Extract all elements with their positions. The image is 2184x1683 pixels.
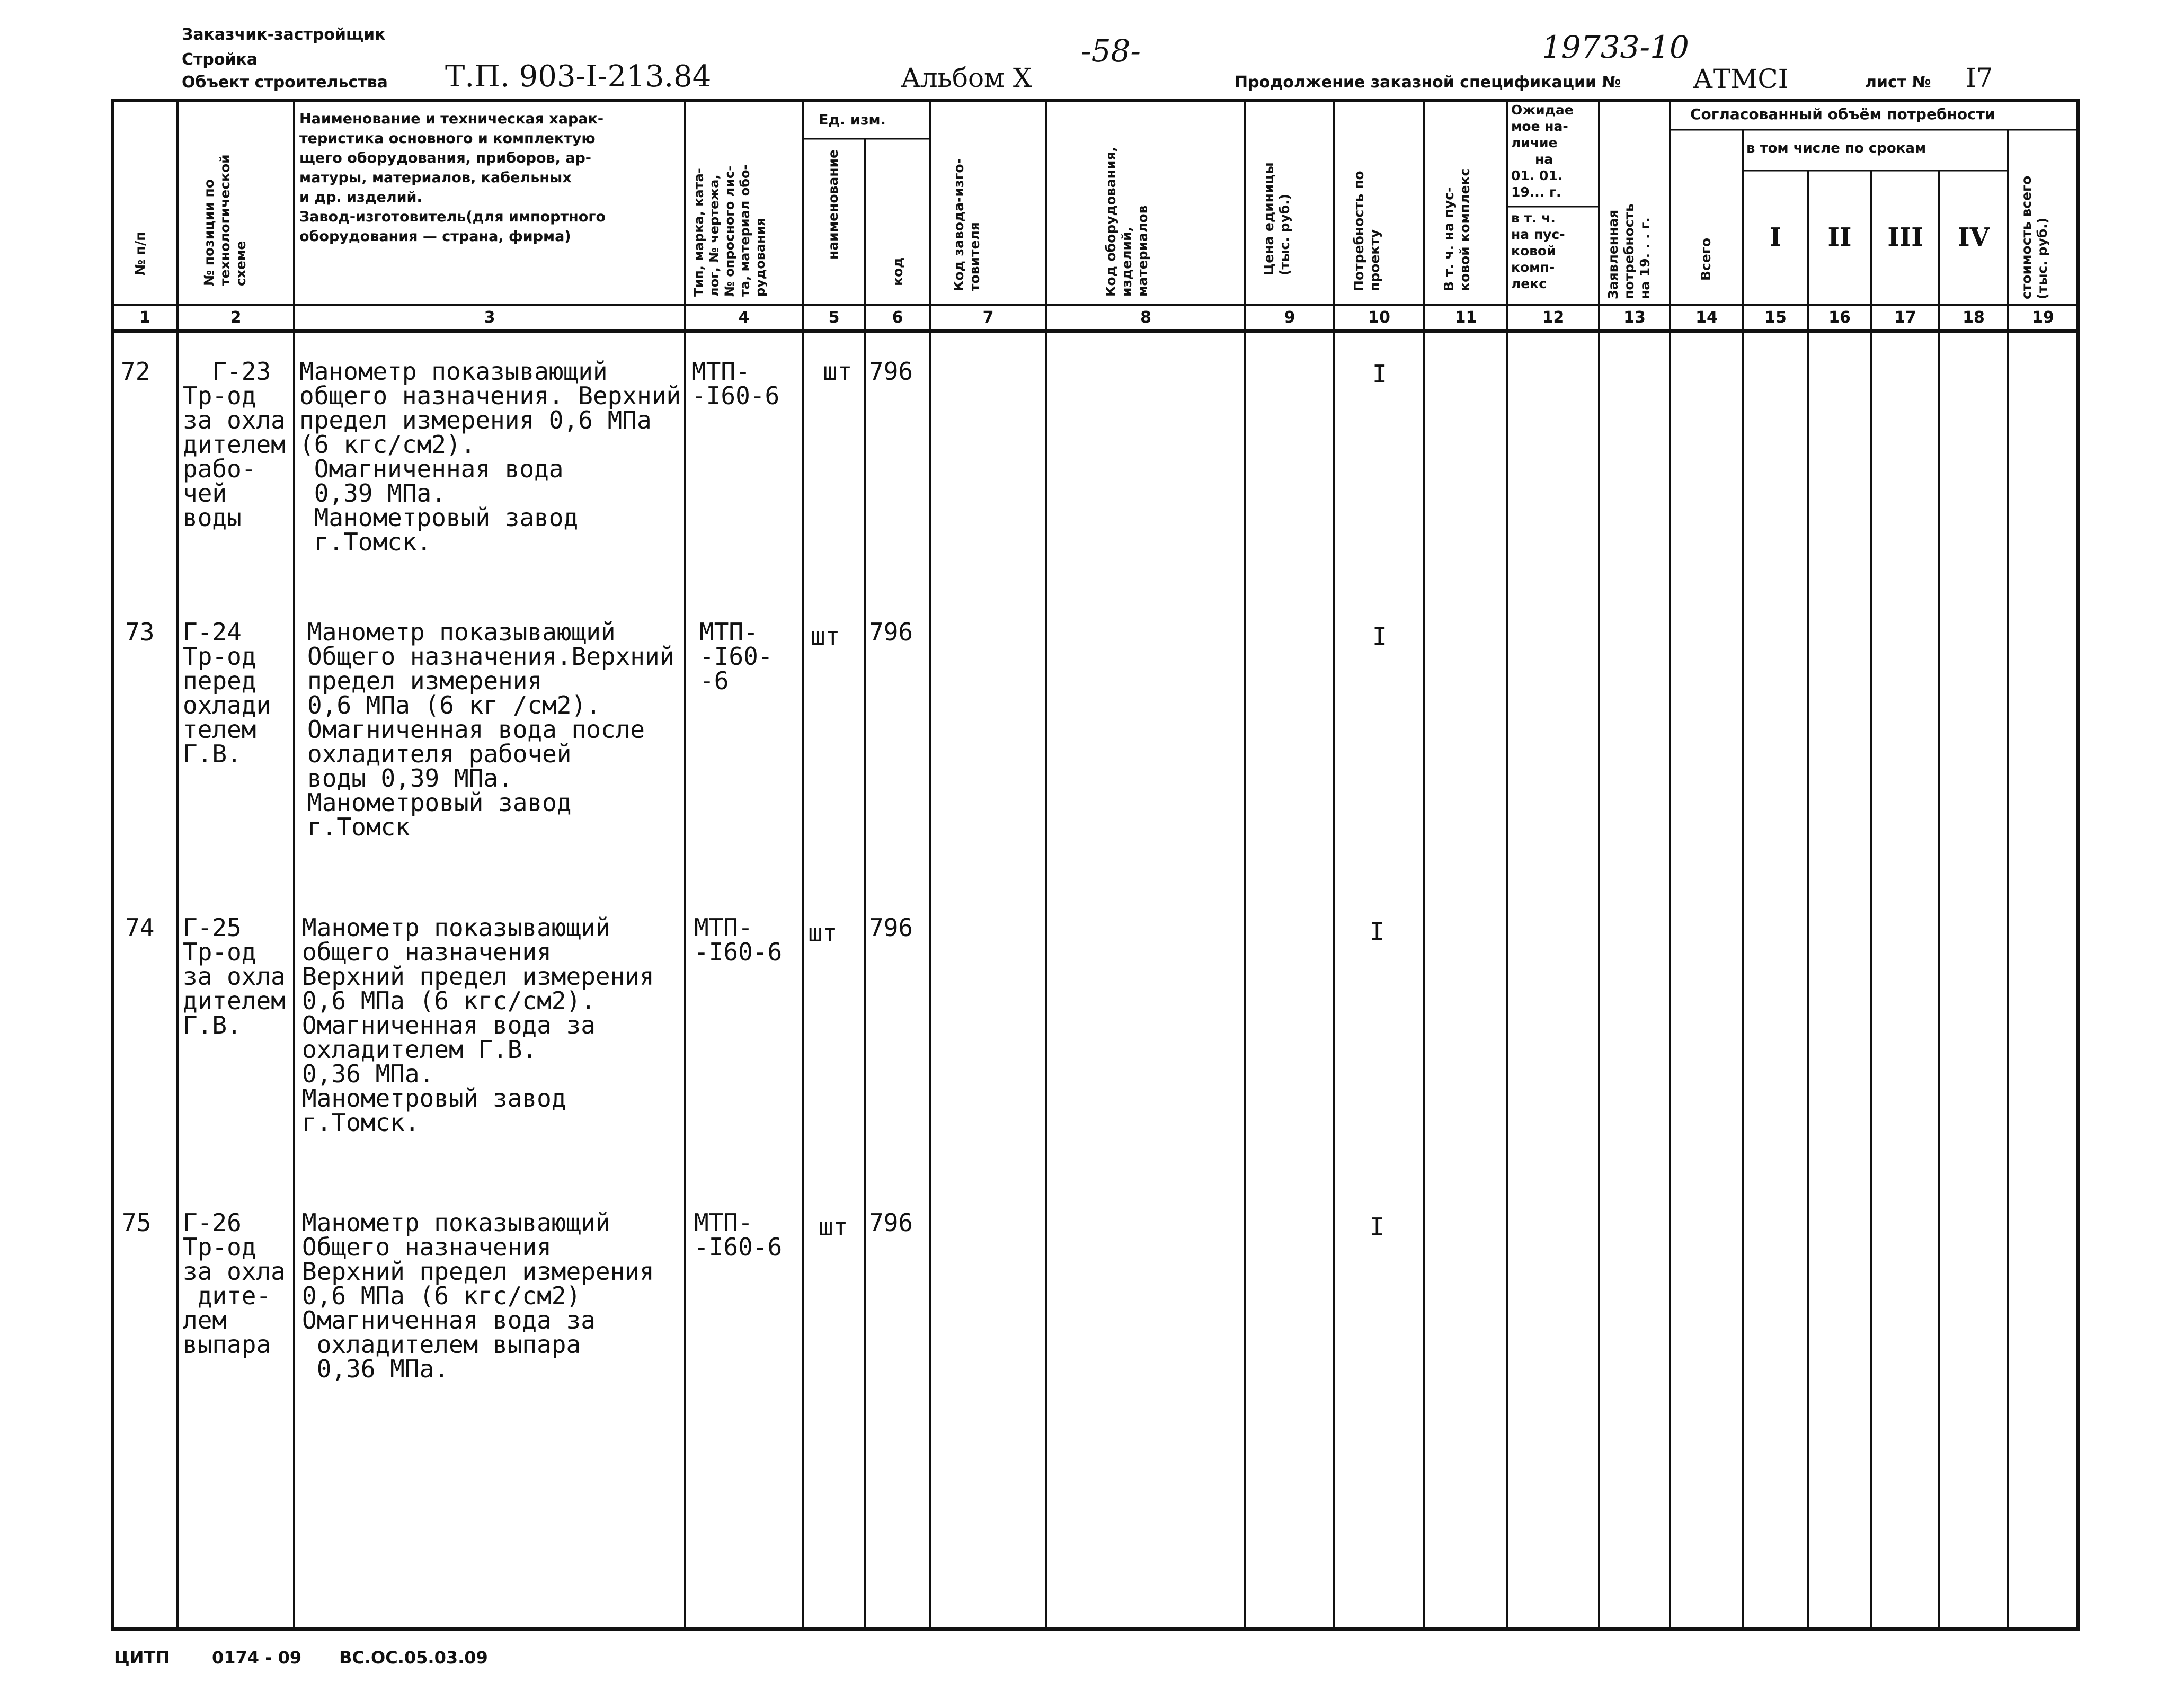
col-header-16: II — [1827, 222, 1852, 252]
customer-label: Заказчик-застройщик — [182, 25, 386, 44]
need-cell: I — [1370, 917, 1384, 946]
col-header-17: III — [1887, 222, 1923, 252]
unit-code-cell: 796 — [869, 357, 913, 386]
col-header-1: № п/п — [132, 231, 148, 275]
position-cell: Г-26 Тр-од за охла дите- лем выпара — [183, 1208, 286, 1359]
unit-cell: шт — [811, 622, 840, 651]
page-mark: -58- — [1081, 33, 1141, 69]
type-cell: МТП- -I60-6 — [691, 357, 780, 410]
col-header-10: Потребность по проекту — [1351, 171, 1382, 291]
col-header-19: стоимость всего (тыс. руб.) — [2019, 175, 2050, 299]
col-number: 4 — [738, 308, 750, 327]
description-cell: Манометр показывающий общего назначения. Верхний предел измерения 0,6 МПа (6 кгс/см2). Омагниченная вода 0,39 МПа. Манометровый завод г.Томск. — [299, 357, 681, 556]
col-number: 18 — [1963, 308, 1985, 327]
col-header-8: Код оборудования, изделий, материалов — [1103, 147, 1150, 297]
description-cell: Манометр показывающий Общего назначения Верхний предел измерения 0,6 МПа (6 кгс/см2) Омагниченная вода за охладителем выпара 0,36 МПа. — [302, 1208, 654, 1383]
col-header-12-bottom: в т. ч. на пус- ковой комп- лекс — [1511, 210, 1565, 291]
col-number: 19 — [2032, 308, 2054, 327]
col-header-14: Всего — [1698, 237, 1714, 281]
col-number: 16 — [1828, 308, 1851, 327]
agreed-group-header: Согласованный объём потребности — [1690, 105, 1995, 123]
unit-code-cell: 796 — [869, 618, 913, 646]
col-number: 14 — [1695, 308, 1718, 327]
sheet-label: лист № — [1865, 73, 1931, 92]
col-number: 10 — [1368, 308, 1390, 327]
description-cell: Манометр показывающий общего назначения Верхний предел измерения 0,6 МПа (6 кгс/см2). Омагниченная вода за охладителем Г.В. 0,36 МПа. Манометровый завод г.Томск. — [302, 913, 654, 1137]
col-number: 12 — [1542, 308, 1565, 327]
col-number: 8 — [1140, 308, 1151, 327]
row-number: 74 — [125, 913, 155, 942]
unit-cell: шт — [823, 357, 853, 386]
col-header-6: код — [890, 257, 905, 286]
col-header-4: Тип, марка, ката- лог, № чертежа, № опросного лис- та, материал обо- рудования — [691, 164, 768, 297]
col-number: 3 — [484, 308, 495, 327]
object-label: Объект строительства — [182, 73, 388, 92]
need-cell: I — [1370, 1213, 1384, 1241]
description-cell: Манометр показывающий Общего назначения.Верхний предел измерения 0,6 МПа (6 кг /см2). Омагниченная вода после охладителя рабочей воды 0,39 МПа. Манометровый завод г.Томск — [307, 618, 674, 841]
col-number: 7 — [982, 308, 994, 327]
unit-cell: шт — [819, 1213, 848, 1241]
col-number: 5 — [828, 308, 840, 327]
position-cell: Г-25 Тр-од за охла дителем Г.В. — [183, 913, 286, 1039]
row-number: 72 — [121, 357, 150, 386]
footer-org: ЦИТП — [114, 1648, 170, 1668]
unit-group-header: Ед. изм. — [819, 112, 886, 128]
spec-label: Продолжение заказной спецификации № — [1235, 73, 1621, 92]
col-number: 11 — [1454, 308, 1477, 327]
need-cell: I — [1372, 622, 1387, 651]
row-number: 73 — [125, 618, 155, 646]
type-cell: МТП- -I60-6 — [694, 913, 783, 966]
document-number: 19733-10 — [1542, 29, 1689, 65]
col-header-7: Код завода-изго- товителя — [951, 158, 982, 291]
tp-number: Т.П. 903-I-213.84 — [445, 59, 712, 94]
col-header-18: IV — [1958, 222, 1990, 252]
footer-code-2: ВС.ОС.05.03.09 — [339, 1648, 488, 1668]
col-header-9: Цена единицы (тыс. руб.) — [1261, 162, 1292, 275]
unit-code-cell: 796 — [869, 913, 913, 942]
sheet-number: I7 — [1966, 63, 1993, 93]
col-header-12-top: Ожидае мое на- личие на 01. 01. 19... г. — [1511, 102, 1574, 200]
position-cell: Г-23 Тр-од за охла дителем рабо- чей воды — [183, 357, 286, 532]
album-title: Альбом X — [901, 63, 1032, 93]
col-header-5: наименование — [825, 149, 841, 260]
type-cell: МТП- -I60-6 — [694, 1208, 783, 1261]
col-header-11: В т. ч. на пус- ковой комплекс — [1441, 168, 1472, 291]
col-number: 1 — [139, 308, 150, 327]
type-cell: МТП- -I60- -6 — [699, 618, 773, 695]
spec-code: АТМСI — [1693, 64, 1789, 94]
row-number: 75 — [122, 1208, 152, 1237]
col-header-2: № позиции по технологической схеме — [201, 154, 248, 286]
unit-cell: шт — [808, 919, 838, 947]
col-number: 17 — [1894, 308, 1916, 327]
col-header-15: I — [1769, 222, 1782, 252]
col-number: 13 — [1623, 308, 1646, 327]
need-cell: I — [1372, 360, 1387, 388]
position-cell: Г-24 Тр-од перед охлади телем Г.В. — [183, 618, 271, 768]
site-label: Стройка — [182, 50, 258, 69]
col-header-13: Заявленная потребность на 19. . . г. — [1605, 203, 1653, 299]
terms-group-header: в том числе по срокам — [1746, 140, 1926, 156]
col-number: 15 — [1764, 308, 1787, 327]
unit-code-cell: 796 — [869, 1208, 913, 1237]
footer-code-1: 0174 - 09 — [212, 1648, 302, 1668]
col-number: 9 — [1284, 308, 1295, 327]
col-number: 6 — [892, 308, 903, 327]
col-number: 2 — [230, 308, 242, 327]
col-header-3: Наименование и техническая харак- теристика основного и комплектую щего оборудования, приборов, ар- матуры, материалов, кабельных и др. изделий. Завод-изготовитель(для импортного оборудования — страна, фирма) — [299, 111, 606, 245]
